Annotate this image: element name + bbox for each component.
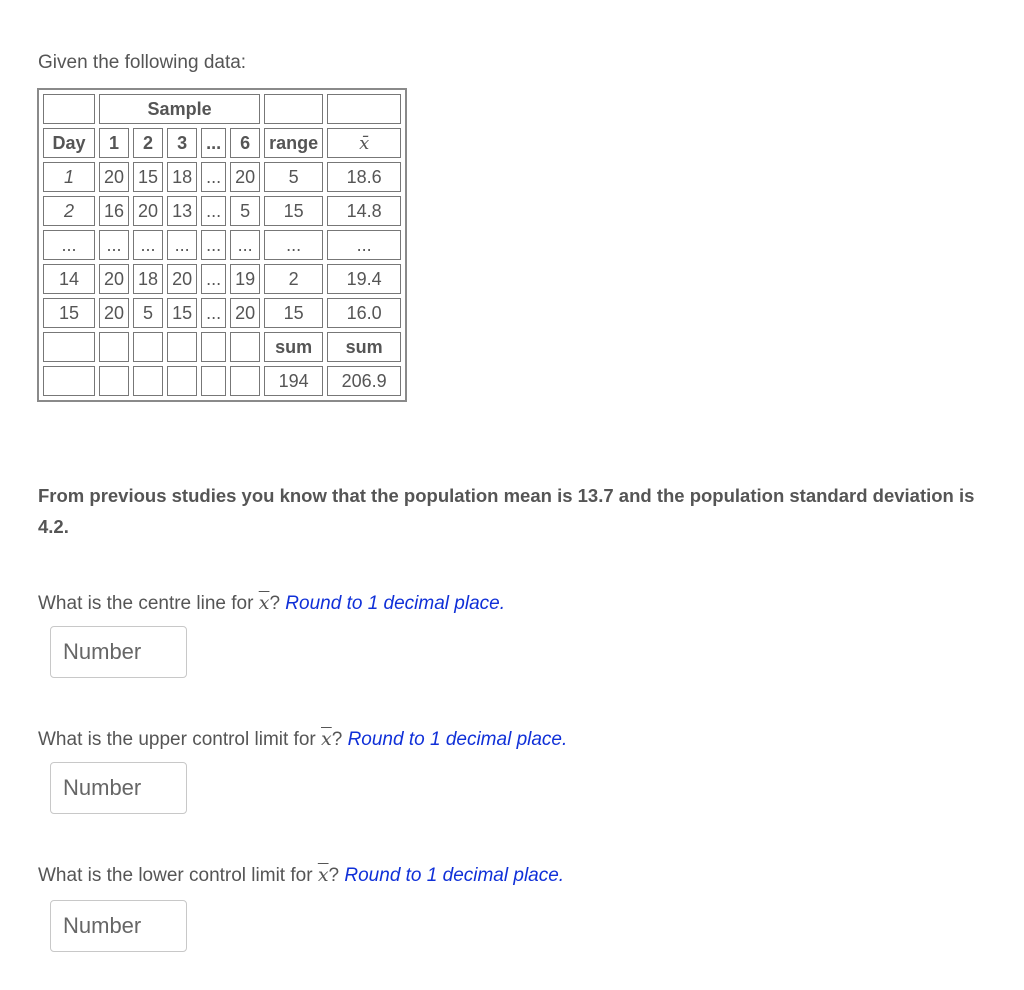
range-cell: ... [264,230,323,260]
table-row [43,162,401,192]
sample-cell: ... [201,230,226,260]
blank-cell [167,332,197,362]
xbar-cell: 16.0 [327,298,401,328]
xbar-cell: 18.6 [327,162,401,192]
sample-cell: 13 [167,196,197,226]
sample-cell: 5 [133,298,163,328]
question-upper-control-limit [38,728,567,751]
sample-cell: 20 [99,264,129,294]
blank-cell [230,366,260,396]
sum-label-row [43,332,401,362]
blank-cell [167,366,197,396]
xbar-symbol: $\overline{x}$ [321,728,332,750]
xbar-symbol: $\overline{x}$ [258,592,270,614]
rounding-hint: Round to 1 decimal place. [285,593,505,614]
blank-cell [99,332,129,362]
day-cell: ... [43,230,95,260]
question-mark: ? [331,729,343,750]
question-text: What is the upper control limit for [38,729,321,750]
blank-cell [230,332,260,362]
col-header: Day [43,128,95,158]
blank-cell [43,332,95,362]
sample-cell: 15 [167,298,197,328]
problem-statement: From previous studies you know that the population mean is 13.7 and the population standard deviation is 4.2. [38,485,975,537]
rounding-hint: Round to 1 decimal place. [347,729,568,750]
sample-cell: 20 [167,264,197,294]
sample-cell: ... [167,230,197,260]
sample-cell: 20 [99,298,129,328]
centre-line-input[interactable] [50,626,187,678]
blank-cell [201,366,226,396]
sum-label: sum [327,332,401,362]
question-mark: ? [328,865,340,886]
day-cell: 15 [43,298,95,328]
sample-cell: 18 [167,162,197,192]
col-header: 1 [99,128,129,158]
sample-cell: ... [133,230,163,260]
col-header: 2 [133,128,163,158]
xbar-cell: ... [327,230,401,260]
blank-cell [43,366,95,396]
sample-cell: 16 [99,196,129,226]
sample-cell: 5 [230,196,260,226]
sample-cell: ... [201,264,226,294]
sample-cell: ... [201,298,226,328]
sample-cell: ... [230,230,260,260]
table-row [43,264,401,294]
sample-cell: ... [201,196,226,226]
rounding-hint: Round to 1 decimal place. [344,865,565,886]
blank-cell [201,332,226,362]
table-row [43,298,401,328]
sample-cell: ... [201,162,226,192]
sample-header: Sample [99,94,260,124]
table-row [43,230,401,260]
sample-cell: 19 [230,264,260,294]
question-text: What is the centre line for [38,593,259,614]
col-header-xbar: x̄ [327,128,401,158]
sum-value-row [43,366,401,396]
day-cell: 14 [43,264,95,294]
column-header-row [43,128,401,158]
sample-cell: 20 [99,162,129,192]
day-cell: 2 [43,196,95,226]
question-text: What is the lower control limit for [38,865,318,886]
question-mark: ? [269,593,281,614]
sample-cell: 15 [133,162,163,192]
blank-cell [133,366,163,396]
sample-cell: 20 [230,162,260,192]
col-header: 6 [230,128,260,158]
question-centre-line [38,592,505,615]
lower-control-limit-input[interactable] [50,900,187,952]
xbar-cell: 19.4 [327,264,401,294]
blank-cell [264,94,323,124]
sample-cell: 18 [133,264,163,294]
col-header: ... [201,128,226,158]
sample-cell: 20 [133,196,163,226]
day-cell: 1 [43,162,95,192]
xbar-sum: 206.9 [327,366,401,396]
xbar-cell: 14.8 [327,196,401,226]
sample-cell: 20 [230,298,260,328]
range-sum: 194 [264,366,323,396]
xbar-symbol: $\overline{x}$ [317,864,329,886]
range-cell: 2 [264,264,323,294]
question-lower-control-limit [38,864,564,887]
range-cell: 5 [264,162,323,192]
sum-label: sum [264,332,323,362]
range-cell: 15 [264,298,323,328]
blank-cell [99,366,129,396]
blank-cell [43,94,95,124]
table-header-row [43,94,401,124]
intro-text: Given the following data: [38,52,247,73]
col-header: 3 [167,128,197,158]
blank-cell [133,332,163,362]
table-row [43,196,401,226]
upper-control-limit-input[interactable] [50,762,187,814]
data-table-container [37,88,407,402]
blank-cell [327,94,401,124]
col-header: range [264,128,323,158]
range-cell: 15 [264,196,323,226]
data-table [37,88,407,402]
sample-cell: ... [99,230,129,260]
